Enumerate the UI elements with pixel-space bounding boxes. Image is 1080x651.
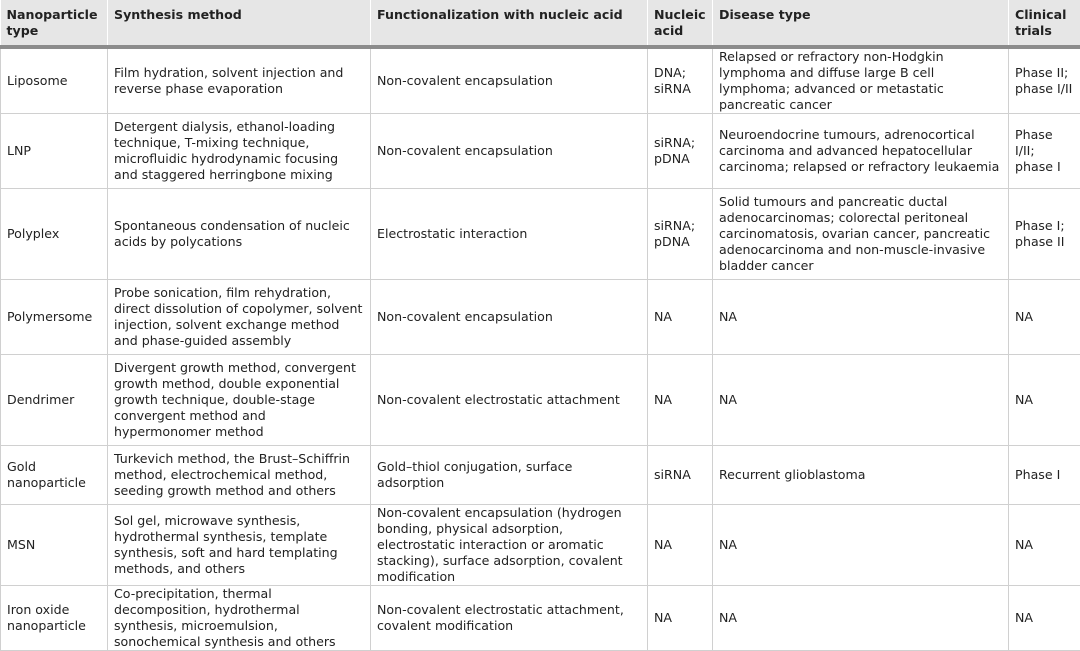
header-row [1,0,1080,47]
cell-type: Polymersome [1,280,108,355]
cell-functionalization: Electrostatic interaction [371,189,648,280]
cell-type: MSN [1,505,108,586]
cell-synthesis: Turkevich method, the Brust–Schiffrin method, electrochemical method, seeding growth method and others [108,446,371,505]
cell-functionalization: Non-covalent encapsulation [371,114,648,189]
cell-functionalization: Non-covalent electrostatic attachment, covalent modification [371,586,648,651]
cell-nucleic-acid: NA [648,586,713,651]
cell-synthesis: Detergent dialysis, ethanol-loading technique, T-mixing technique, microfluidic hydrodynamic focusing and staggered herringbone mixing [108,114,371,189]
cell-functionalization: Non-covalent encapsulation (hydrogen bonding, physical adsorption, electrostatic interaction or aromatic stacking), surface adsorption, covalent modification [371,505,648,586]
cell-nucleic-acid: DNA; siRNA [648,47,713,114]
cell-synthesis: Spontaneous condensation of nucleic acids by polycations [108,189,371,280]
cell-trials: NA [1009,280,1080,355]
table-row [1,189,1080,280]
cell-functionalization: Non-covalent electrostatic attachment [371,355,648,446]
table-body [1,47,1080,651]
cell-disease: NA [713,586,1009,651]
cell-disease: Solid tumours and pancreatic ductal adenocarcinomas; colorectal peritoneal carcinomatosis, ovarian cancer, pancreatic adenocarcinoma and non-muscle-invasive bladder cancer [713,189,1009,280]
cell-nucleic-acid: siRNA; pDNA [648,189,713,280]
header-disease-type: Disease type [713,0,1009,47]
table-row [1,280,1080,355]
header-synthesis-method: Synthesis method [108,0,371,47]
cell-trials: Phase II; phase I/II [1009,47,1080,114]
header-nucleic-acid: Nucleic acid [648,0,713,47]
cell-trials: Phase I [1009,446,1080,505]
table-row [1,505,1080,586]
header-nanoparticle-type: Nanoparticle type [1,0,108,47]
table-row [1,114,1080,189]
cell-nucleic-acid: NA [648,355,713,446]
cell-synthesis: Co-precipitation, thermal decomposition, hydrothermal synthesis, microemulsion, sonochemical synthesis and others [108,586,371,651]
cell-trials: NA [1009,505,1080,586]
cell-type: Iron oxide nanoparticle [1,586,108,651]
cell-type: Liposome [1,47,108,114]
cell-disease: NA [713,355,1009,446]
cell-type: Polyplex [1,189,108,280]
cell-synthesis: Probe sonication, film rehydration, direct dissolution of copolymer, solvent injection, solvent exchange method and phase-guided assembly [108,280,371,355]
cell-nucleic-acid: siRNA [648,446,713,505]
cell-disease: Relapsed or refractory non-Hodgkin lymphoma and diffuse large B cell lymphoma; advanced or metastatic pancreatic cancer [713,47,1009,114]
table-row [1,446,1080,505]
cell-synthesis: Film hydration, solvent injection and reverse phase evaporation [108,47,371,114]
cell-type: LNP [1,114,108,189]
cell-type: Dendrimer [1,355,108,446]
cell-functionalization: Non-covalent encapsulation [371,280,648,355]
table-row [1,355,1080,446]
header-functionalization: Functionalization with nucleic acid [371,0,648,47]
header-clinical-trials: Clinical trials [1009,0,1080,47]
cell-trials: NA [1009,586,1080,651]
cell-nucleic-acid: siRNA; pDNA [648,114,713,189]
table-row [1,586,1080,651]
cell-nucleic-acid: NA [648,280,713,355]
cell-disease: NA [713,505,1009,586]
cell-disease: Neuroendocrine tumours, adrenocortical carcinoma and advanced hepatocellular carcinoma; relapsed or refractory leukaemia [713,114,1009,189]
table-header [1,0,1080,47]
cell-trials: Phase I/II; phase I [1009,114,1080,189]
cell-functionalization: Non-covalent encapsulation [371,47,648,114]
table-row [1,47,1080,114]
cell-synthesis: Divergent growth method, convergent growth method, double exponential growth technique, double-stage convergent method and hypermonomer method [108,355,371,446]
cell-disease: NA [713,280,1009,355]
cell-trials: NA [1009,355,1080,446]
cell-synthesis: Sol gel, microwave synthesis, hydrothermal synthesis, template synthesis, soft and hard templating methods, and others [108,505,371,586]
cell-type: Gold nanoparticle [1,446,108,505]
cell-functionalization: Gold–thiol conjugation, surface adsorption [371,446,648,505]
cell-trials: Phase I; phase II [1009,189,1080,280]
cell-nucleic-acid: NA [648,505,713,586]
cell-disease: Recurrent glioblastoma [713,446,1009,505]
